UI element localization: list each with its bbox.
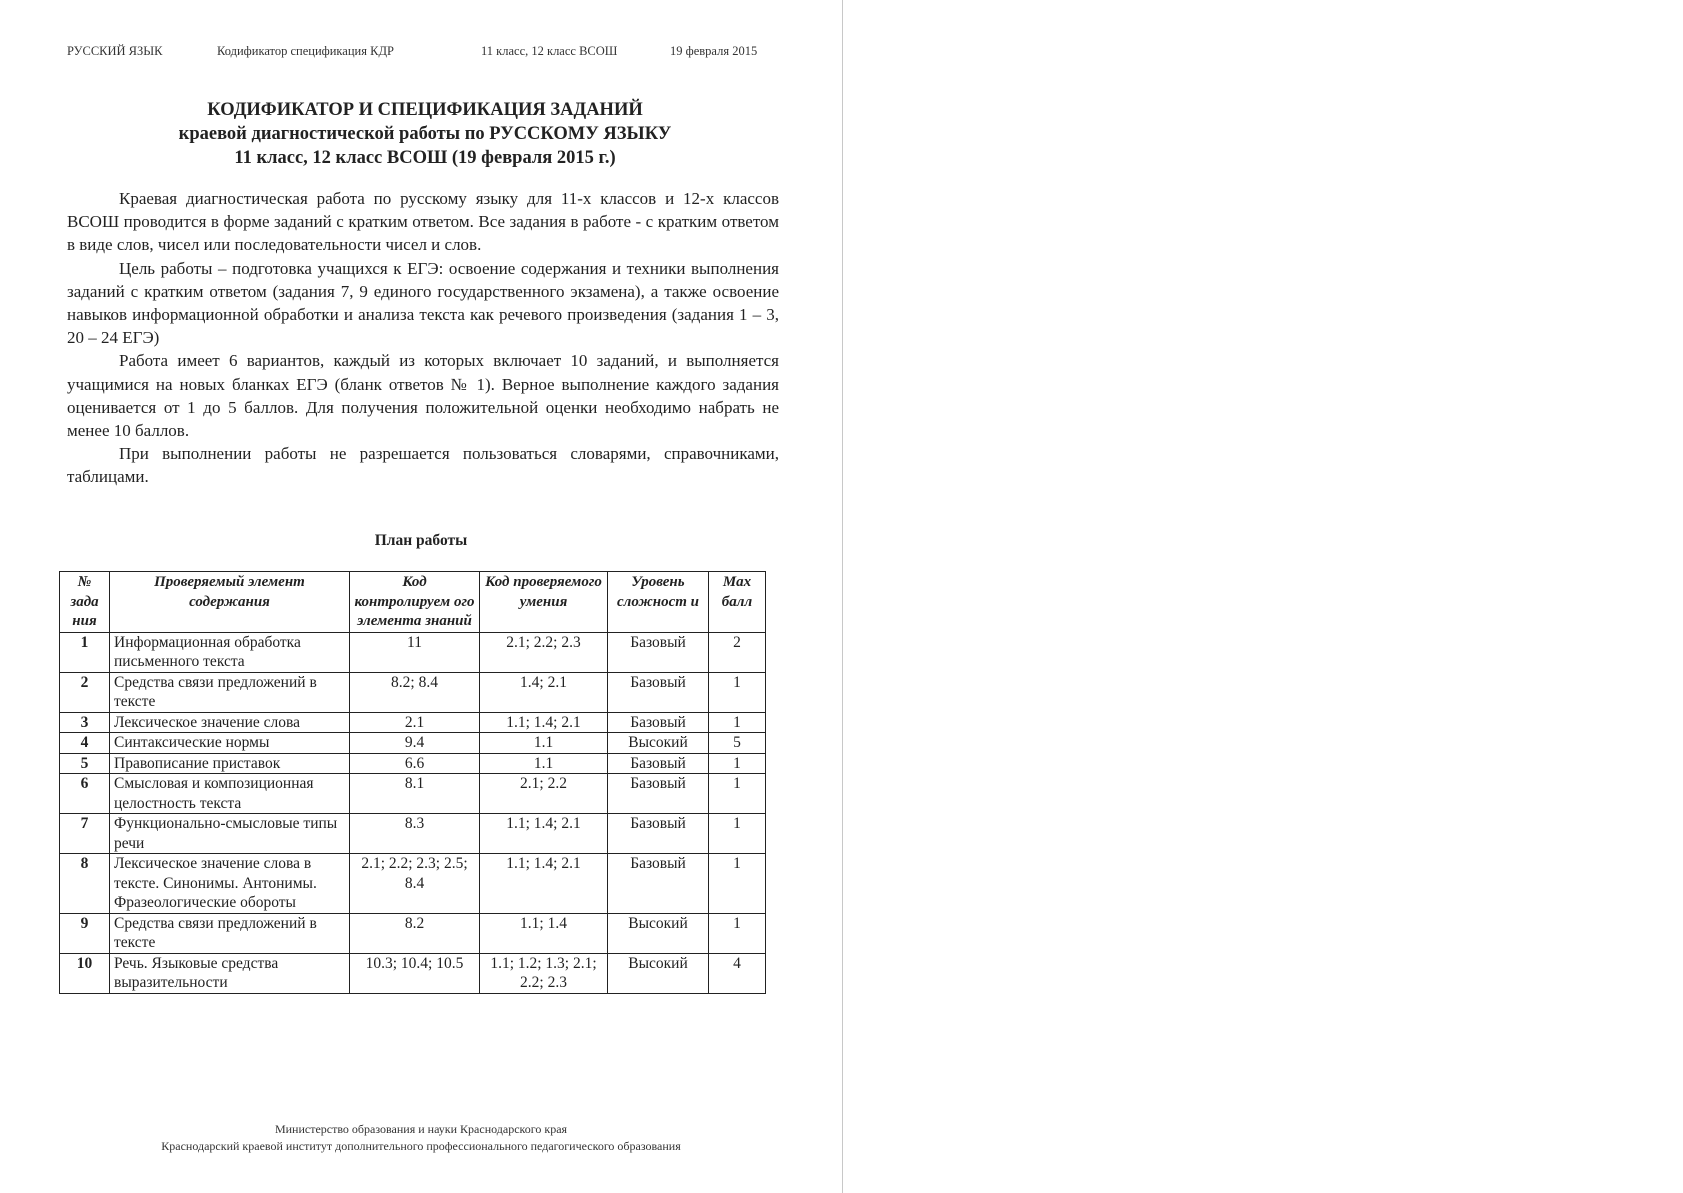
paragraph: Работа имеет 6 вариантов, каждый из которых включает 10 заданий, и выполняется учащимися на новых бланках ЕГЭ (бланк ответов № 1). Верное выполнение каждого задания оценивается от 1 до 5 баллов. Для получения положительной оценки необходимо набрать не менее 10 баллов. [67,351,779,441]
footer-ministry: Министерство образования и науки Краснодарского края [274,1122,568,1136]
cell-content-element: Средства связи предложений в тексте [110,913,350,953]
cell-task-number: 1 [60,632,110,672]
cell-skill-code: 2.1; 2.2 [480,774,608,814]
title-line-1: КОДИФИКАТОР И СПЕЦИФИКАЦИЯ ЗАДАНИЙ [207,100,643,120]
cell-task-number: 8 [60,854,110,914]
cell-skill-code: 2.1; 2.2; 2.3 [480,632,608,672]
title-line-3: 11 класс, 12 класс ВСОШ (19 февраля 2015 г.) [234,148,616,168]
cell-content-element: Средства связи предложений в тексте [110,672,350,712]
cell-task-number: 4 [60,733,110,754]
cell-content-element: Речь. Языковые средства выразительности [110,953,350,993]
plan-table [59,571,766,994]
header-class: 11 класс, 12 класс ВСОШ [481,44,618,58]
table-row [60,913,766,953]
header-no: № зада ния [60,572,110,633]
cell-max-score: 1 [709,854,766,914]
cell-level: Высокий [608,953,709,993]
cell-task-number: 7 [60,814,110,854]
cell-level: Базовый [608,672,709,712]
cell-content-element: Правописание приставок [110,753,350,774]
plan-table-body [60,632,766,993]
cell-max-score: 2 [709,632,766,672]
cell-skill-code: 1.1 [480,733,608,754]
footer [0,1121,842,1155]
table-row [60,672,766,712]
header-skill-code: Код проверяемого умения [480,572,608,633]
cell-skill-code: 1.1; 1.4; 2.1 [480,854,608,914]
document-page-right-blank [843,0,1683,1193]
cell-level: Высокий [608,913,709,953]
table-row [60,854,766,914]
running-header [0,44,842,60]
table-row [60,753,766,774]
cell-level: Базовый [608,854,709,914]
paragraph: Краевая диагностическая работа по русскому языку для 11-х классов и 12-х классов ВСОШ проводится в форме заданий с кратким ответом. Все задания в работе - с кратким ответом в виде слов, чисел или последовательности чисел и слов. [67,189,779,255]
cell-knowledge-code: 8.3 [350,814,480,854]
cell-content-element: Информационная обработка письменного текста [110,632,350,672]
paragraph: Цель работы – подготовка учащихся к ЕГЭ: освоение содержания и техники выполнения заданий с кратким ответом (задания 7, 9 единого государственного экзамена), а также освоение навыков информационной обработки и анализа текста как речевого произведения (задания 1 – 3, 20 – 24 ЕГЭ) [67,258,779,348]
cell-task-number: 9 [60,913,110,953]
cell-knowledge-code: 9.4 [350,733,480,754]
cell-knowledge-code: 2.1; 2.2; 2.3; 2.5; 8.4 [350,854,480,914]
cell-level: Базовый [608,632,709,672]
cell-knowledge-code: 8.1 [350,774,480,814]
cell-max-score: 1 [709,753,766,774]
cell-level: Базовый [608,753,709,774]
cell-knowledge-code: 2.1 [350,712,480,733]
cell-max-score: 1 [709,672,766,712]
cell-level: Базовый [608,712,709,733]
header-max: Max балл [709,572,766,633]
header-subject: РУССКИЙ ЯЗЫК [67,44,163,58]
header-date: 19 февраля 2015 [670,44,758,58]
title-line-2: краевой диагностической работы по РУССКОМУ ЯЗЫКУ [178,124,672,144]
paragraph: При выполнении работы не разрешается пользоваться словарями, справочниками, таблицами. [67,444,779,487]
table-header-row [60,572,766,633]
cell-level: Высокий [608,733,709,754]
cell-content-element: Лексическое значение слова в тексте. Синонимы. Антонимы. Фразеологические обороты [110,854,350,914]
plan-title: План работы [374,532,468,549]
cell-knowledge-code: 8.2; 8.4 [350,672,480,712]
cell-max-score: 1 [709,913,766,953]
table-row [60,712,766,733]
cell-task-number: 5 [60,753,110,774]
cell-task-number: 10 [60,953,110,993]
cell-knowledge-code: 6.6 [350,753,480,774]
footer-institute: Краснодарский краевой институт дополнительного профессионального педагогического образования [161,1139,681,1153]
cell-task-number: 6 [60,774,110,814]
cell-knowledge-code: 8.2 [350,913,480,953]
cell-level: Базовый [608,774,709,814]
cell-skill-code: 1.1 [480,753,608,774]
table-row [60,632,766,672]
header-knowledge-code: Код контролируем ого элемента знаний [350,572,480,633]
cell-max-score: 1 [709,774,766,814]
cell-skill-code: 1.1; 1.2; 1.3; 2.1; 2.2; 2.3 [480,953,608,993]
cell-skill-code: 1.1; 1.4; 2.1 [480,712,608,733]
cell-skill-code: 1.1; 1.4 [480,913,608,953]
document-title [60,98,790,170]
cell-content-element: Функционально-смысловые типы речи [110,814,350,854]
cell-level: Базовый [608,814,709,854]
table-row [60,774,766,814]
cell-max-score: 1 [709,814,766,854]
cell-max-score: 5 [709,733,766,754]
header-doc-type: Кодификатор спецификация КДР [217,44,394,58]
cell-knowledge-code: 10.3; 10.4; 10.5 [350,953,480,993]
cell-task-number: 3 [60,712,110,733]
cell-knowledge-code: 11 [350,632,480,672]
cell-skill-code: 1.4; 2.1 [480,672,608,712]
intro-text [67,187,779,489]
cell-max-score: 4 [709,953,766,993]
header-content: Проверяемый элемент содержания [110,572,350,633]
cell-content-element: Смысловая и композиционная целостность текста [110,774,350,814]
table-row [60,814,766,854]
header-level: Уровень сложност и [608,572,709,633]
cell-content-element: Синтаксические нормы [110,733,350,754]
cell-content-element: Лексическое значение слова [110,712,350,733]
table-row [60,733,766,754]
cell-max-score: 1 [709,712,766,733]
table-row [60,953,766,993]
cell-task-number: 2 [60,672,110,712]
cell-skill-code: 1.1; 1.4; 2.1 [480,814,608,854]
